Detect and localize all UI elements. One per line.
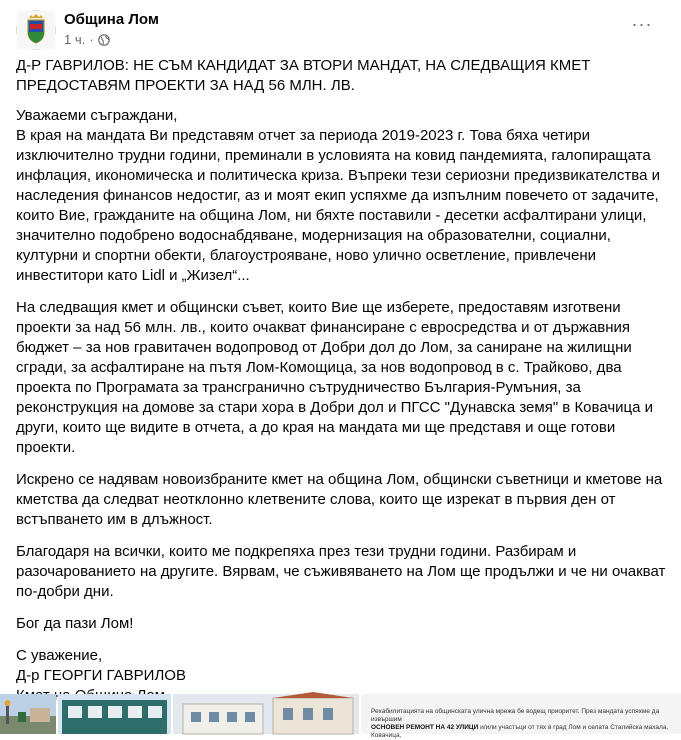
page-avatar[interactable] (16, 10, 56, 50)
doc-line-2-bold: ОСНОВЕН РЕМОНТ НА 42 УЛИЦИ (371, 724, 479, 731)
post-paragraph-4: Благодаря на всички, които ме подкрепяха през тези трудни години. Разбирам и разочарованието на другите. Вярвам, че съживяването на Лом ще продължи и че ни очакват по-добри дни. (16, 543, 666, 600)
attachment-document[interactable] (361, 694, 681, 739)
attachment-document-text (371, 708, 676, 740)
post-header (16, 10, 656, 50)
post-paragraph-1-text: В края на мандата Ви представям отчет за периода 2019-2023 г. Това бяха четири изключително трудни години, преминали в условията на ковид пандемията, галопиращата инфлация, икономическа и политическа криза. Въпреки тези сериозни предизвикателства и наследения финансов недостиг, аз и моят екип успяхме да изпълним повечето от задачите, които Вие, гражданите на община Лом, ни бяхте поставили - десетки асфалтирани улици, значително подобрено водоснабдяване, модернизация на образователни, социални, културни и спортни обекти, благоустрояване, ново улично осветление, привлечени инвеститори като Lidl и „Жизел“... (16, 127, 660, 284)
post-title: Д-Р ГАВРИЛОВ: НЕ СЪМ КАНДИДАТ ЗА ВТОРИ МАНДАТ, НА СЛЕДВАЩИЯ КМЕТ ПРЕДОСТАВЯМ ПРОЕКТИ ЗА НАД 56 МЛН. ЛВ. (16, 57, 591, 94)
post-paragraph-1 (16, 106, 666, 286)
attachment-photo-1[interactable] (0, 694, 56, 734)
signoff-line-2: Д-р ГЕОРГИ ГАВРИЛОВ (16, 667, 186, 684)
post-greeting: Уважаеми съграждани, (16, 107, 178, 124)
attachment-photo-3[interactable] (173, 694, 359, 734)
coat-of-arms-icon (17, 11, 55, 49)
post-paragraph-2: На следващия кмет и общински съвет, които Вие ще изберете, предоставям изготвени проекти за над 56 млн. лв., които очакват финансиране с евросредства и от държавния бюджет – за нов гравитачен водопровод от Добри дол до Лом, за саниране на жилищни сгради, за асфалтиране на пътя Лом-Комощица, за нов водопровод в с. Трайково, два проекта по Програмата за трансгранично сътрудничество България-Румъния, за реконструкция на домове за стари хора в Добри дол и ПГСС "Дунавска земя" в Ковачица и други, които ще видите в отчета, а до края на мандата ми ще представя и още готови проекти. (16, 299, 654, 456)
post-meta (64, 32, 110, 47)
signoff-line-1: С уважение, (16, 647, 103, 664)
building-photo-image (58, 694, 171, 734)
globe-icon[interactable] (98, 34, 110, 46)
post-timestamp[interactable]: 1 ч. (64, 32, 86, 47)
post-paragraph-5: Бог да пази Лом! (16, 615, 134, 632)
doc-line-2-rest: и/или участъци от тях в град Лом и селата Сталийска махала, Ковачица, (371, 724, 669, 739)
attachment-photo-2[interactable] (58, 694, 171, 734)
more-options-icon[interactable]: ··· (631, 13, 653, 34)
doc-line-1: Рехабилитацията на общинската улична мрежа бе водещ приоритет. През мандата успяхме да извършим (371, 708, 660, 723)
post-body (16, 56, 666, 718)
street-photo-image (0, 694, 56, 734)
meta-separator: · (89, 32, 94, 47)
post-paragraph-3: Искрено се надявам новоизбраните кмет на община Лом, общински съветници и кметове на кметства да следват неотклонно клетвените слова, които ще изрекат в първия ден от встъпването им в длъжност. (16, 471, 663, 528)
school-photo-image (173, 694, 359, 734)
post-attachments (0, 694, 681, 739)
page-name-link[interactable]: Община Лом (64, 11, 159, 28)
